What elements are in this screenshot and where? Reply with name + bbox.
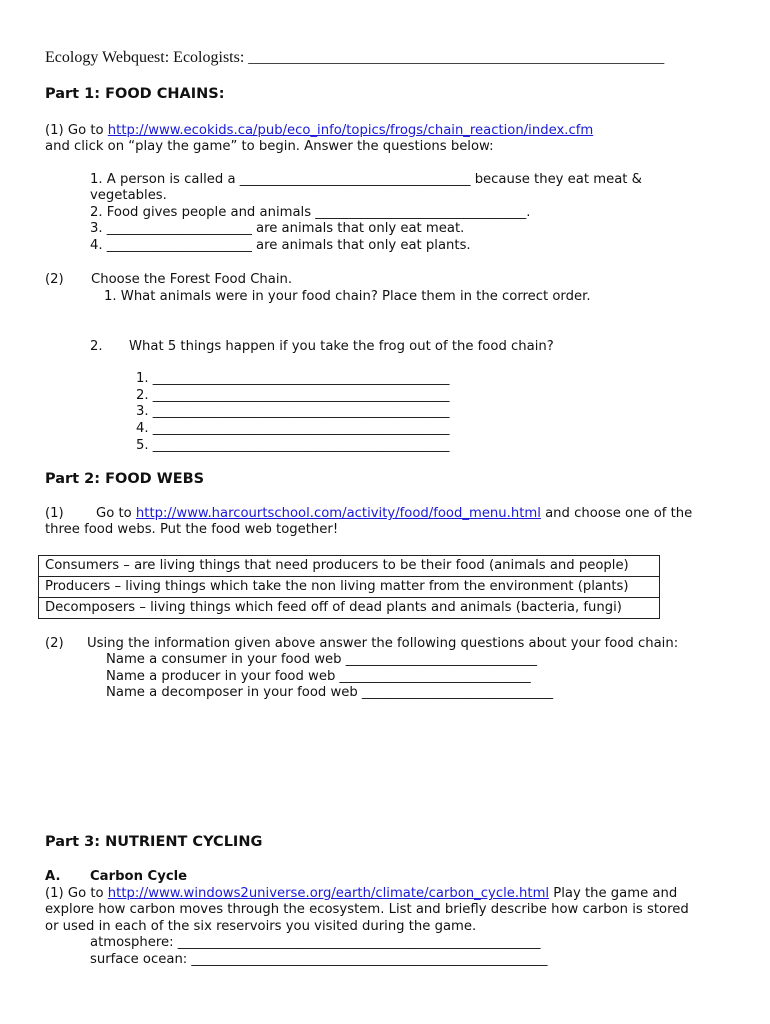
table-row <box>39 577 660 598</box>
decomposers-definition: Decomposers – living things which feed off of dead plants and animals (bacteria, fungi) <box>39 598 660 619</box>
definitions-table <box>38 555 660 619</box>
part3-q1-line2: explore how carbon moves through the ecosystem. List and briefly describe how carbon is stored <box>45 902 689 917</box>
blank-line-4: 4. _____________________________________________ <box>136 421 450 436</box>
ecokids-link[interactable]: http://www.ecokids.ca/pub/eco_info/topics/frogs/chain_reaction/index.cfm <box>107 123 594 138</box>
part3-q1-line1 <box>45 885 677 902</box>
part1-item-4: 4. ______________________ are animals that only eat plants. <box>90 238 471 253</box>
producer-question: Name a producer in your food web _____________________________ <box>106 669 531 684</box>
part3-q1-line3: or used in each of the six reservoirs you visited during the game. <box>45 919 477 934</box>
part2-q1-line2: three food webs. Put the food web together! <box>45 522 339 537</box>
worksheet-title: Ecology Webquest: Ecologists: ____________________________________________________ <box>45 49 665 66</box>
part1-q1-line1 <box>45 122 593 139</box>
blank-line-1: 1. _____________________________________________ <box>136 371 450 386</box>
harcourt-link[interactable]: http://www.harcourtschool.com/activity/food/food_menu.html <box>135 506 541 521</box>
consumers-definition: Consumers – are living things that need producers to be their food (animals and people) <box>39 556 660 577</box>
part1-q1-line2: and click on “play the game” to begin. Answer the questions below: <box>45 139 494 154</box>
part3-q1-prefix: (1) Go to <box>45 886 108 901</box>
part2-q2-number: (2) <box>45 636 64 651</box>
decomposer-question: Name a decomposer in your food web _____________________________ <box>106 685 554 700</box>
part1-item-1-cont: vegetables. <box>90 188 167 203</box>
part2-q1-prefix: Go to <box>96 506 136 521</box>
part1-q2-sub2-number: 2. <box>90 339 103 354</box>
consumer-question: Name a consumer in your food web _____________________________ <box>106 652 537 667</box>
carbon-cycle-letter: A. <box>45 869 61 884</box>
part2-q1-line1 <box>96 505 692 522</box>
part3-q1-suffix: Play the game and <box>549 886 678 901</box>
part2-q1-suffix: and choose one of the <box>540 506 693 521</box>
atmosphere-reservoir: atmosphere: _______________________________________________________ <box>90 935 541 950</box>
part1-item-3: 3. ______________________ are animals that only eat meat. <box>90 221 465 236</box>
part1-item-2: 2. Food gives people and animals ________________________________. <box>90 205 531 220</box>
part1-q2-text: Choose the Forest Food Chain. <box>91 272 293 287</box>
table-row <box>39 556 660 577</box>
blank-line-2: 2. _____________________________________________ <box>136 388 450 403</box>
part2-heading: Part 2: FOOD WEBS <box>45 471 205 487</box>
part1-q2-sub1: 1. What animals were in your food chain? Place them in the correct order. <box>104 289 591 304</box>
part2-q1-number: (1) <box>45 506 64 521</box>
part1-heading: Part 1: FOOD CHAINS: <box>45 86 225 102</box>
part3-heading: Part 3: NUTRIENT CYCLING <box>45 834 263 850</box>
windows2universe-link[interactable]: http://www.windows2universe.org/earth/climate/carbon_cycle.html <box>107 886 550 901</box>
blank-line-5: 5. _____________________________________________ <box>136 438 450 453</box>
surface-ocean-reservoir: surface ocean: ______________________________________________________ <box>90 952 548 967</box>
table-row <box>39 598 660 619</box>
part1-q2-sub2-text: What 5 things happen if you take the frog out of the food chain? <box>129 339 554 354</box>
part2-q2-text: Using the information given above answer the following questions about your food chain: <box>87 636 679 651</box>
blank-line-3: 3. _____________________________________________ <box>136 404 450 419</box>
part1-q2-number: (2) <box>45 272 64 287</box>
producers-definition: Producers – living things which take the non living matter from the environment (plants) <box>39 577 660 598</box>
part1-item-1: 1. A person is called a ___________________________________ because they eat meat & <box>90 172 642 187</box>
part1-q1-prefix: (1) Go to <box>45 123 108 138</box>
carbon-cycle-title: Carbon Cycle <box>90 869 188 884</box>
